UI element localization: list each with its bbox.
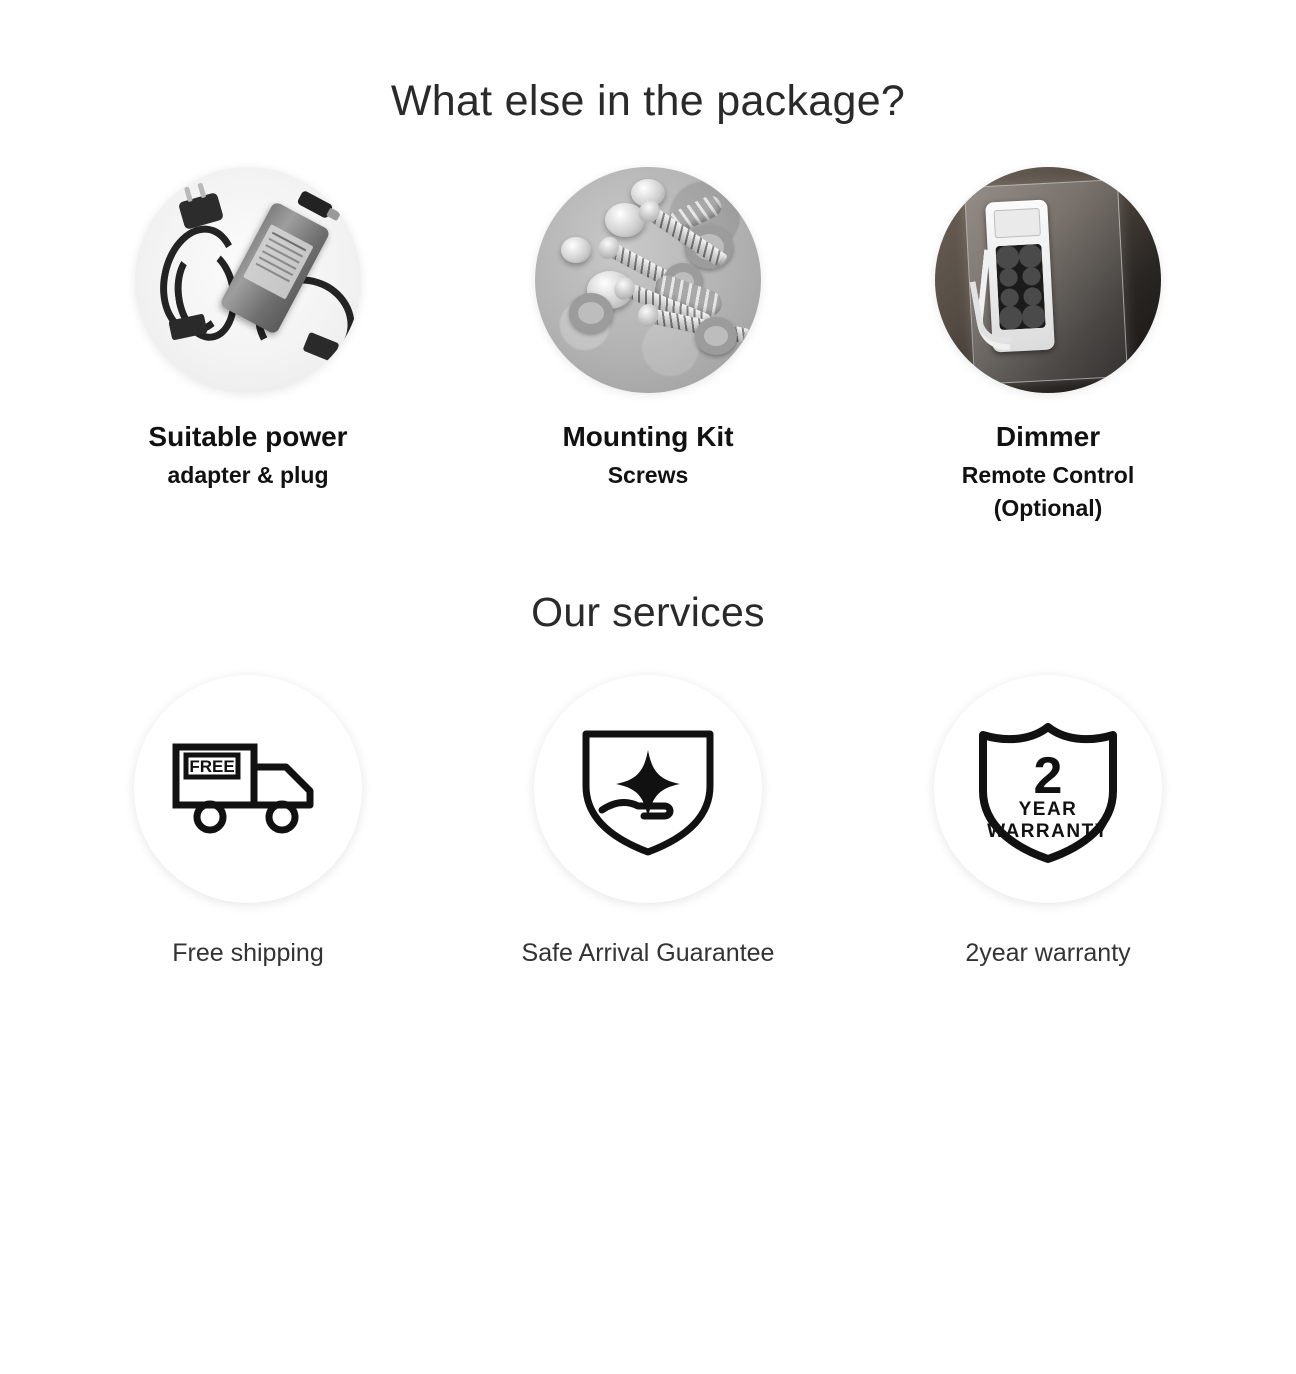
service-label: Free shipping bbox=[172, 939, 324, 968]
package-item-dimmer bbox=[848, 167, 1248, 524]
service-label: 2year warranty bbox=[965, 939, 1131, 968]
warranty-number: 2 bbox=[1033, 747, 1063, 806]
package-item-note: (Optional) bbox=[993, 495, 1103, 522]
service-warranty bbox=[848, 675, 1248, 968]
package-item-subtitle: Screws bbox=[607, 462, 689, 489]
power-adapter-photo bbox=[135, 167, 361, 393]
dimmer-remote-photo bbox=[935, 167, 1161, 393]
service-icon-circle bbox=[134, 675, 362, 903]
package-item-title: Mounting Kit bbox=[562, 421, 734, 453]
service-free-shipping bbox=[48, 675, 448, 968]
service-icon-circle bbox=[534, 675, 762, 903]
service-label: Safe Arrival Guarantee bbox=[521, 939, 775, 968]
warranty-shield-icon bbox=[963, 709, 1133, 869]
washer-4 bbox=[695, 317, 737, 355]
product-info-page bbox=[0, 78, 1296, 1374]
shield-hand-sparkle-icon bbox=[568, 714, 728, 864]
package-item-mounting-kit bbox=[448, 167, 848, 491]
warranty-word-label: WARRANTY bbox=[987, 821, 1109, 843]
service-icon-circle bbox=[934, 675, 1162, 903]
ac-plug-icon bbox=[178, 192, 224, 230]
washer-2 bbox=[569, 293, 613, 333]
service-safe-arrival bbox=[448, 675, 848, 968]
page-title: What else in the package? bbox=[390, 77, 906, 125]
services-row bbox=[0, 675, 1296, 968]
delivery-truck-icon bbox=[168, 729, 328, 849]
package-item-title: Suitable power bbox=[148, 421, 348, 453]
package-item-power-adapter bbox=[48, 167, 448, 491]
package-item-subtitle: Remote Control bbox=[961, 462, 1135, 489]
package-item-title: Dimmer bbox=[995, 421, 1101, 453]
remote-screen bbox=[994, 208, 1041, 238]
screw-cap-3 bbox=[561, 237, 591, 263]
package-item-caption bbox=[962, 419, 1135, 524]
package-item-subtitle: adapter & plug bbox=[167, 462, 329, 489]
truck-free-label: FREE bbox=[189, 757, 235, 777]
warranty-year-label: YEAR bbox=[1018, 799, 1078, 821]
package-item-caption bbox=[562, 419, 733, 491]
screws-photo bbox=[535, 167, 761, 393]
services-title: Our services bbox=[531, 589, 765, 636]
package-item-caption bbox=[148, 419, 347, 491]
package-items-row bbox=[0, 167, 1296, 524]
